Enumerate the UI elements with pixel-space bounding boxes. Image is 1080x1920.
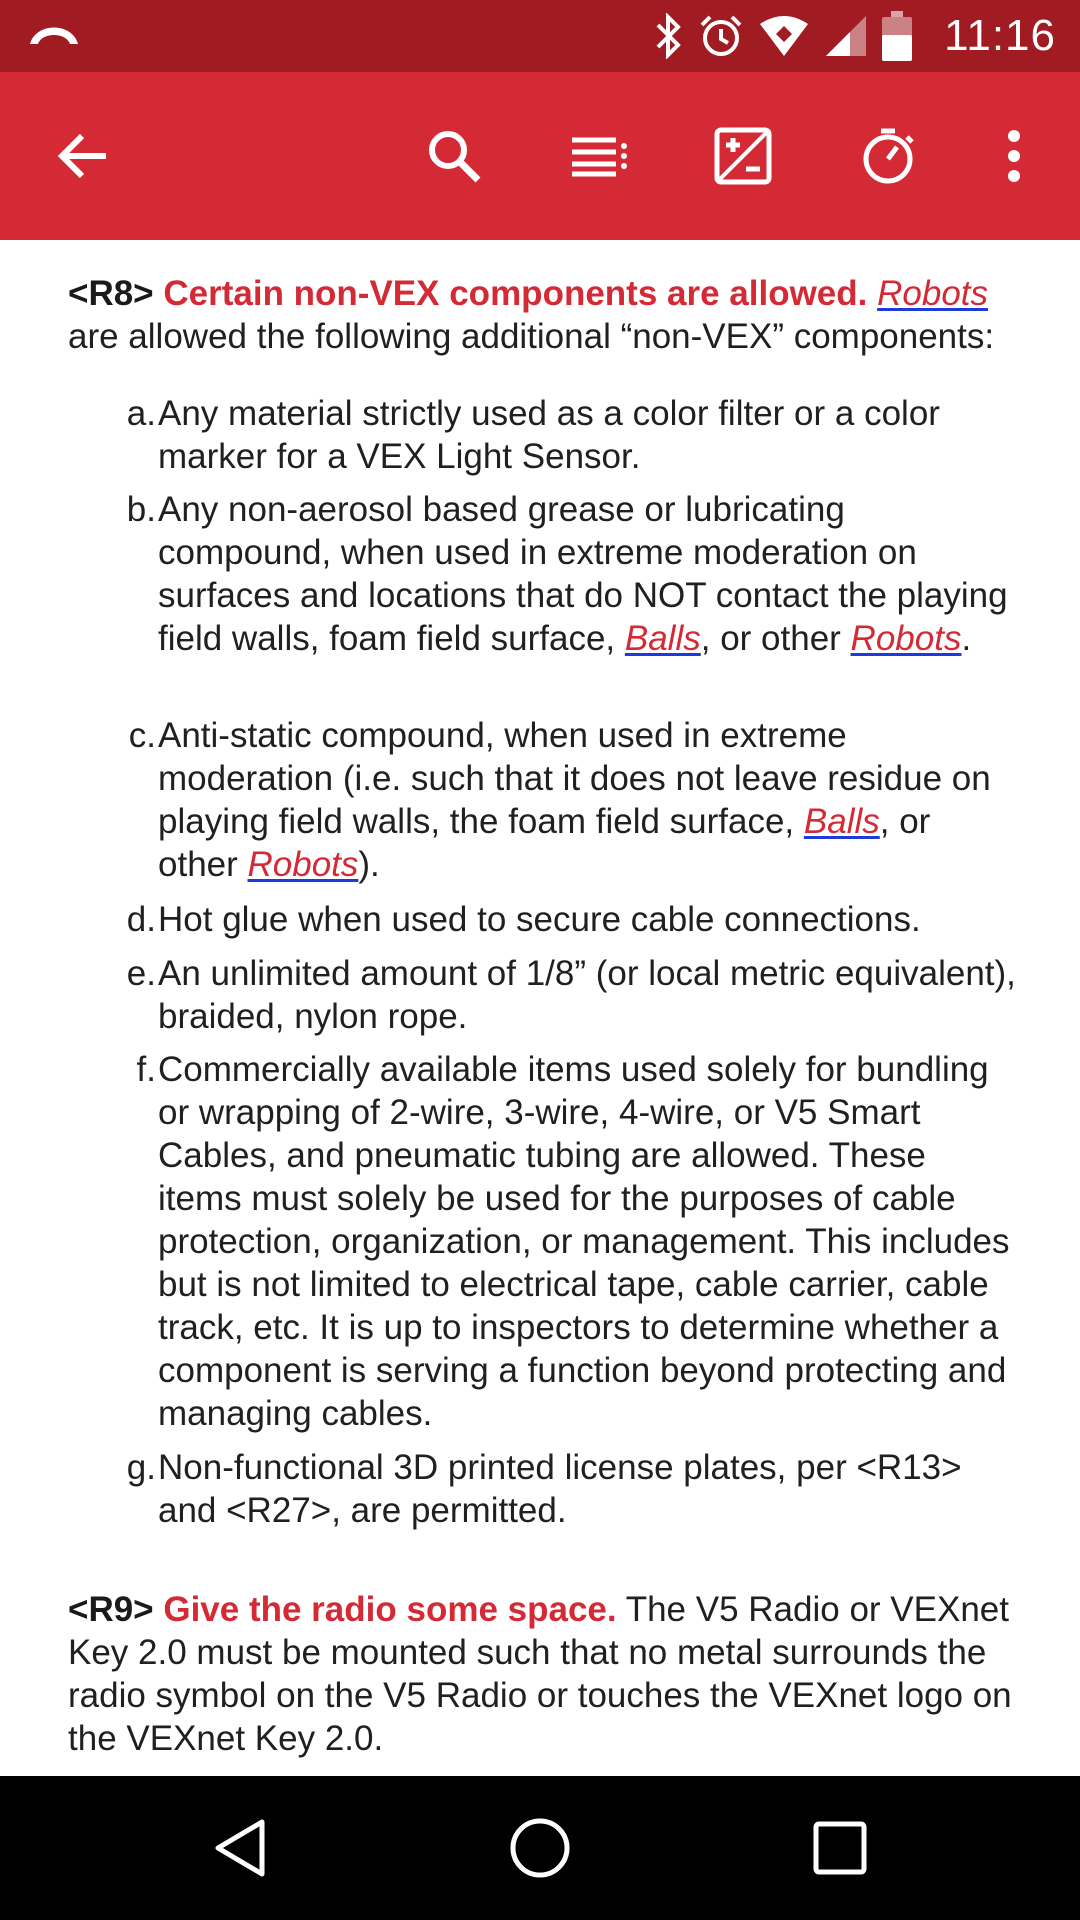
system-nav-bar xyxy=(0,1776,1080,1920)
list-button[interactable] xyxy=(560,116,640,196)
signal-icon xyxy=(824,14,868,58)
item-text: Non-functional 3D printed license plates, per <R13> and <R27>, are permitted. xyxy=(158,1448,962,1530)
rule-body: The V5 Radio or VEXnet Key 2.0 must be mounted such that no metal surrounds the radio symbol on the V5 Radio or touches the VEXnet logo on the VEXnet Key 2.0. xyxy=(68,1590,1012,1758)
glossary-link-robots[interactable]: Robots xyxy=(877,274,989,313)
glossary-link-balls[interactable]: Balls xyxy=(803,802,880,841)
rule-body: are allowed the following additional “non-VEX” components: xyxy=(68,317,995,356)
nav-back-button[interactable] xyxy=(200,1808,280,1888)
rule-title: Give the radio some space. xyxy=(163,1590,617,1629)
item-text: Commercially available items used solely for bundling or wrapping of 2-wire, 3-wire, 4-wire, or V5 Smart Cables, and pneumatic tubing are allowed. These items must solely be used for the purposes of cable protection, organization, or management. This includes but is not limited to electrical tape, cable carrier, cable track, etc. It is up to inspectors to determine whether a component is serving a function beyond protecting and managing cables. xyxy=(158,1050,1010,1433)
item-text: An unlimited amount of 1/8” (or local metric equivalent), braided, nylon rope. xyxy=(158,954,1016,1036)
list-item-d xyxy=(126,898,1018,941)
rules-content[interactable] xyxy=(0,240,1080,1776)
back-icon xyxy=(56,128,112,184)
nav-home-button[interactable] xyxy=(500,1808,580,1888)
item-marker: a. xyxy=(126,394,156,433)
rule-code: <R9> xyxy=(68,1590,154,1629)
more-vert-icon xyxy=(1004,128,1024,184)
item-marker: d. xyxy=(126,900,156,939)
back-triangle-icon xyxy=(212,1818,268,1878)
item-text: Any material strictly used as a color filter or a color marker for a VEX Light Sensor. xyxy=(158,394,940,476)
battery-icon xyxy=(882,11,912,61)
item-text: Hot glue when used to secure cable connections. xyxy=(158,900,921,939)
headset-icon xyxy=(26,18,82,52)
app-bar xyxy=(0,72,1080,240)
status-bar xyxy=(0,0,1080,72)
item-marker: e. xyxy=(126,954,156,993)
back-button[interactable] xyxy=(44,116,124,196)
recents-square-icon xyxy=(813,1821,867,1875)
home-circle-icon xyxy=(509,1817,571,1879)
item-marker: c. xyxy=(128,716,156,755)
more-options-button[interactable] xyxy=(974,116,1054,196)
item-marker: g. xyxy=(126,1448,156,1487)
glossary-link-robots[interactable]: Robots xyxy=(247,845,359,884)
timer-icon xyxy=(859,127,917,185)
item-text: Any non-aerosol based grease or lubricating compound, when used in extreme moderation on surfaces and locations that do NOT contact the playing field walls, foam field surface, xyxy=(158,490,1008,658)
bluetooth-icon xyxy=(654,13,684,59)
item-marker: f. xyxy=(136,1050,156,1089)
rule-r8 xyxy=(68,272,1038,358)
list-item-c xyxy=(128,714,1018,886)
item-text: ). xyxy=(358,845,380,884)
rule-r9 xyxy=(68,1588,1038,1760)
status-time: 11:16 xyxy=(944,11,1056,60)
status-icons xyxy=(654,0,1056,72)
item-text: , or other xyxy=(158,802,931,884)
list-item-g xyxy=(126,1446,1018,1532)
item-text: . xyxy=(961,619,972,658)
glossary-link-balls[interactable]: Balls xyxy=(624,619,701,658)
search-icon xyxy=(424,126,484,186)
search-button[interactable] xyxy=(414,116,494,196)
rule-code: <R8> xyxy=(68,274,154,313)
alarm-icon xyxy=(698,13,744,59)
list-item-e xyxy=(126,952,1018,1038)
list-item-b xyxy=(126,488,1018,660)
rule-title: Certain non-VEX components are allowed. xyxy=(163,274,868,313)
glossary-link-robots[interactable]: Robots xyxy=(850,619,962,658)
zoom-adjust-button[interactable] xyxy=(703,116,783,196)
nav-recents-button[interactable] xyxy=(800,1808,880,1888)
list-item-f xyxy=(136,1048,1018,1435)
timer-button[interactable] xyxy=(848,116,928,196)
plus-minus-icon xyxy=(714,127,772,185)
item-text: Anti-static compound, when used in extreme moderation (i.e. such that it does not leave residue on playing field walls, the foam field surface, xyxy=(158,716,991,841)
item-marker: b. xyxy=(126,490,156,529)
wifi-icon xyxy=(758,14,810,58)
list-icon xyxy=(570,134,630,178)
list-item-a xyxy=(126,392,1018,478)
item-text: , or other xyxy=(700,619,851,658)
